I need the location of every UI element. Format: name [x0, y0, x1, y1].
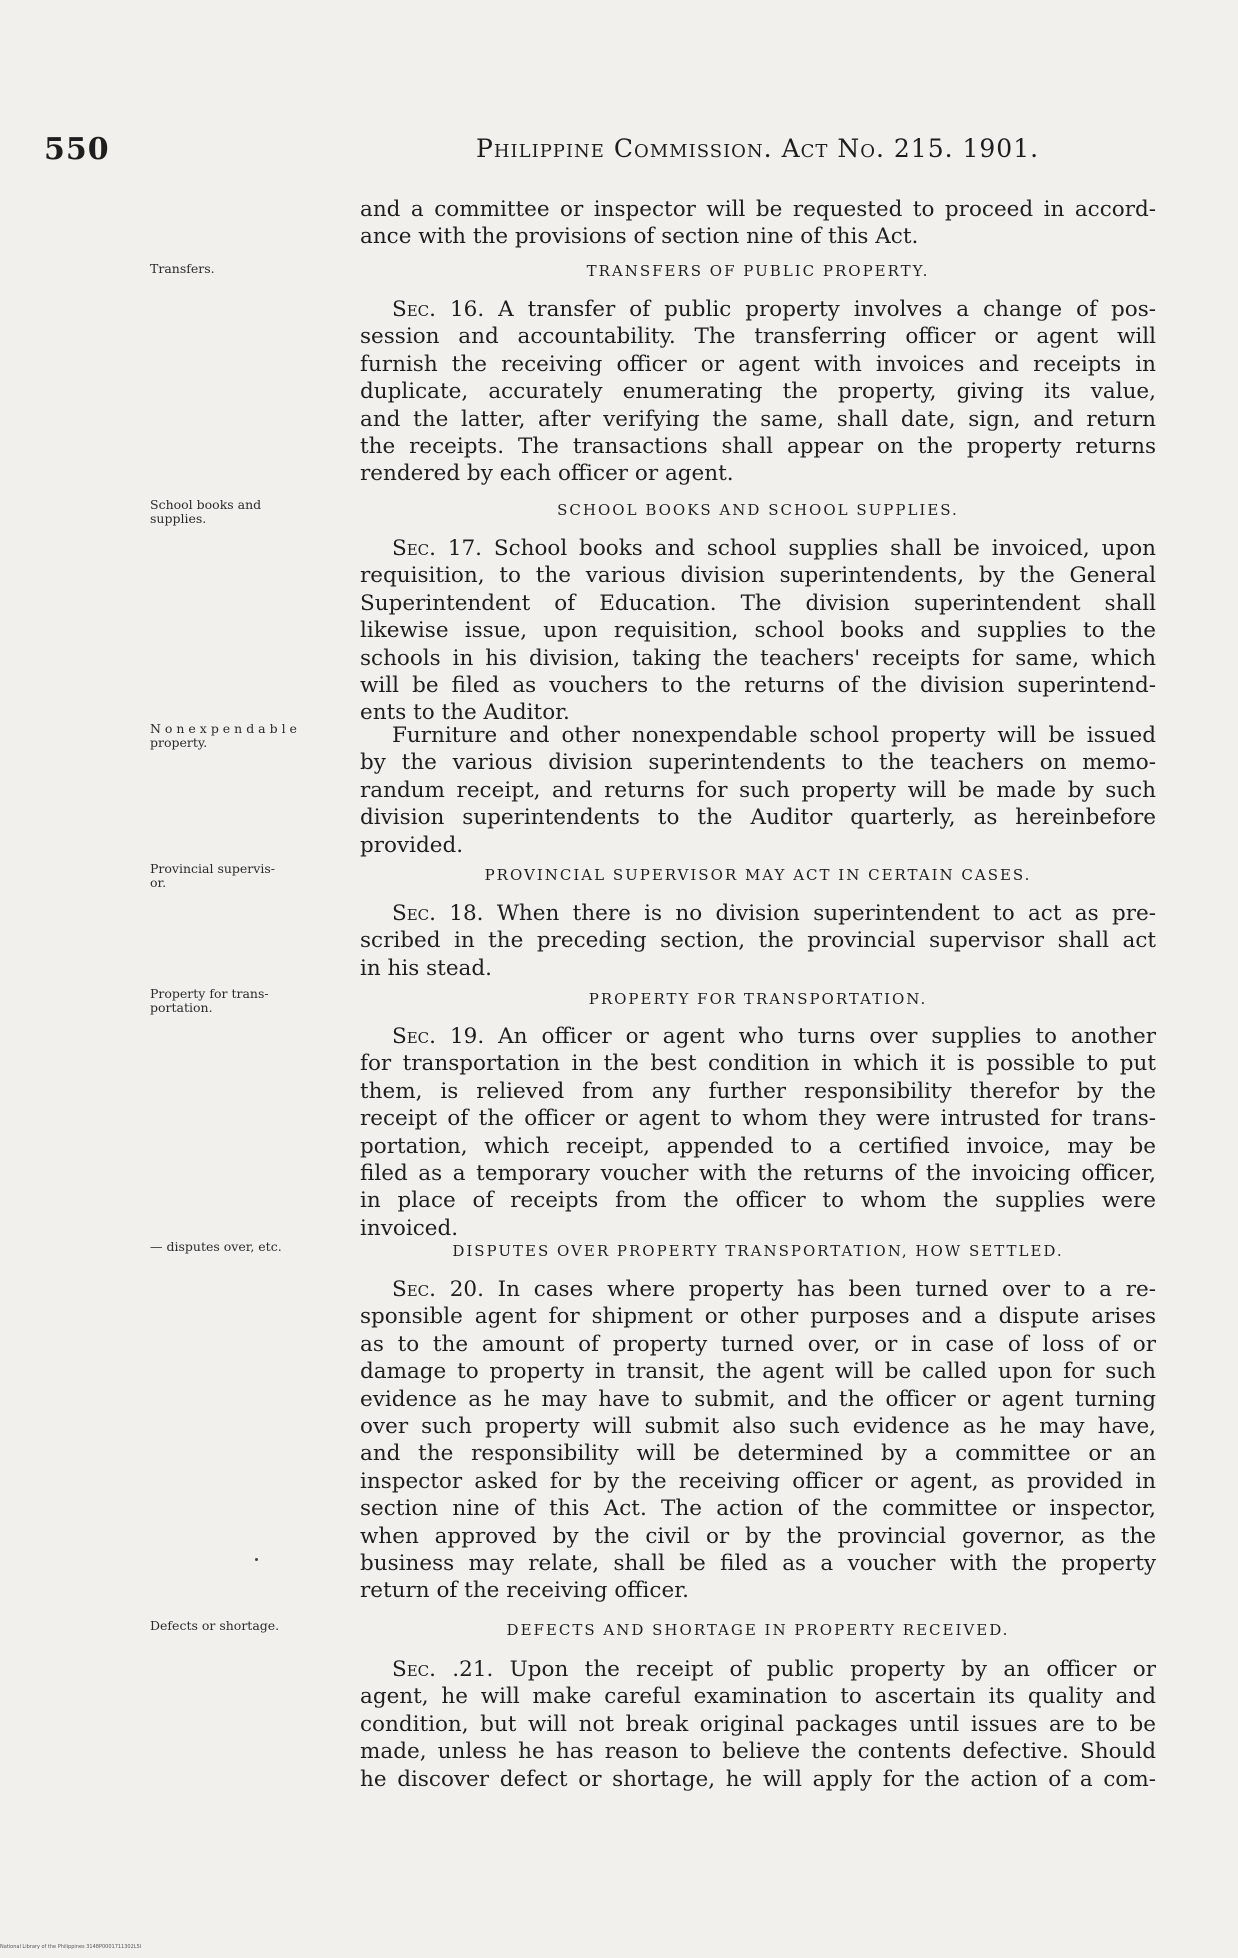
text-line: Sec. 20. In cases where property has been turned over to a re- — [392, 1277, 1156, 1302]
text-line: portation, which receipt, appended to a certified invoice, may be — [360, 1133, 1156, 1159]
text-line: provided. — [360, 832, 464, 858]
text-line: scribed in the preceding section, the provincial supervisor shall act — [360, 928, 1156, 954]
section-label: Sec. .21. — [392, 1657, 494, 1682]
section-21 — [360, 1656, 1156, 1793]
text-line: Sec. 16. A transfer of public property involves a change of pos- — [392, 297, 1156, 322]
text-line: as to the amount of property turned over, or in case of loss of or — [360, 1331, 1156, 1357]
text-line: damage to property in transit, the agent will be called upon for such — [360, 1359, 1156, 1385]
margin-note-provincial: Provincial supervis- or. — [150, 861, 275, 890]
text-line: receipt of the officer or agent to whom they were intrusted for trans- — [360, 1106, 1156, 1132]
text-line: requisition, to the various division superintendents, by the General — [360, 563, 1156, 589]
furniture-paragraph — [360, 722, 1156, 859]
text-line: Furniture and other nonexpendable school property will be issued — [392, 723, 1156, 748]
text-line: he discover defect or shortage, he will apply for the action of a com- — [360, 1766, 1156, 1792]
section-20 — [360, 1276, 1156, 1605]
text-line: condition, but will not break original packages until issues are to be — [360, 1711, 1156, 1737]
text-line: return of the receiving officer. — [360, 1578, 689, 1604]
text-line: likewise issue, upon requisition, school books and supplies to the — [360, 618, 1156, 644]
text-line: when approved by the civil or by the provincial governor, as the — [360, 1523, 1156, 1549]
margin-note-nonexpendable: N o n e x p e n d a b l e property. — [150, 721, 297, 750]
text-line: filed as a temporary voucher with the returns of the invoicing officer, — [360, 1161, 1156, 1187]
text-line: division superintendents to the Auditor quarterly, as hereinbefore — [360, 805, 1156, 831]
section-18 — [360, 900, 1156, 982]
section-label: Sec. 20. — [392, 1277, 484, 1302]
section-label: Sec. 19. — [392, 1024, 485, 1049]
text-line: Sec. 17. School books and school supplies shall be invoiced, upon — [392, 536, 1156, 561]
margin-note-transfers: Transfers. — [150, 261, 215, 276]
text-line: schools in his division, taking the teachers' receipts for same, which — [360, 645, 1156, 671]
scan-speck — [255, 1558, 258, 1561]
text-line: business may relate, shall be filed as a voucher with the property — [360, 1551, 1156, 1577]
section-label: Sec. 18. — [392, 901, 484, 926]
text-line: duplicate, accurately enumerating the property, giving its value, — [360, 379, 1156, 405]
heading-transfers: TRANSFERS OF PUBLIC PROPERTY. — [586, 262, 930, 280]
text-line: Sec. 18. When there is no division superintendent to act as pre- — [392, 901, 1156, 926]
page-number: 550 — [44, 132, 110, 167]
heading-transport: PROPERTY FOR TRANSPORTATION. — [588, 990, 928, 1008]
heading-disputes: DISPUTES OVER PROPERTY TRANSPORTATION, HOW SETTLED. — [452, 1242, 1064, 1260]
text-line: for transportation in the best condition in which it is possible to put — [360, 1051, 1156, 1077]
text-line: inspector asked for by the receiving officer or agent, as provided in — [360, 1468, 1156, 1494]
text-line: Superintendent of Education. The division superintendent shall — [360, 590, 1156, 616]
text-line: randum receipt, and returns for such property will be made by such — [360, 777, 1156, 803]
text-line: by the various division superintendents to the teachers on memo- — [360, 750, 1156, 776]
text-line: sponsible agent for shipment or other purposes and a dispute arises — [360, 1304, 1156, 1330]
text-line: will be filed as vouchers to the returns of the division superintend- — [360, 673, 1156, 699]
text-line: and the latter, after verifying the same, shall date, sign, and return — [360, 406, 1156, 432]
opening-paragraph — [360, 196, 1156, 251]
text-line: evidence as he may have to submit, and the officer or agent turning — [360, 1386, 1156, 1412]
heading-defects: DEFECTS AND SHORTAGE IN PROPERTY RECEIVED. — [506, 1621, 1010, 1639]
section-19 — [360, 1023, 1156, 1242]
text-line: and the responsibility will be determined by a committee or an — [360, 1441, 1156, 1467]
margin-note-property-transport: Property for trans- portation. — [150, 986, 269, 1015]
margin-note-disputes: — disputes over, etc. — [150, 1239, 282, 1254]
text-line: ance with the provisions of section nine of this Act. — [360, 224, 919, 250]
scan-footer-credit: National Library of the Philippines 3148P0001711302L5I — [0, 1944, 142, 1950]
heading-school-books: SCHOOL BOOKS AND SCHOOL SUPPLIES. — [557, 501, 959, 519]
running-head: Philippine Commission. Act No. 215. 1901. — [476, 134, 1040, 163]
heading-provincial: PROVINCIAL SUPERVISOR MAY ACT IN CERTAIN CASES. — [484, 866, 1032, 884]
text-line: and a committee or inspector will be requested to proceed in accord- — [360, 197, 1156, 222]
text-line: Sec. .21. Upon the receipt of public property by an officer or — [392, 1657, 1156, 1682]
section-16 — [360, 296, 1156, 488]
text-line: section nine of this Act. The action of the committee or inspector, — [360, 1496, 1156, 1522]
text-line: invoiced. — [360, 1215, 459, 1241]
text-line: rendered by each officer or agent. — [360, 461, 734, 487]
margin-note-school-books: School books and supplies. — [150, 497, 262, 526]
section-label: Sec. 16. — [392, 297, 485, 322]
text-line: in his stead. — [360, 955, 492, 981]
text-line: furnish the receiving officer or agent with invoices and receipts in — [360, 351, 1156, 377]
section-17 — [360, 535, 1156, 727]
text-line: made, unless he has reason to believe the contents defective. Should — [360, 1739, 1156, 1765]
text-line: the receipts. The transactions shall appear on the property returns — [360, 434, 1156, 460]
text-line: over such property will submit also such evidence as he may have, — [360, 1414, 1156, 1440]
text-line: agent, he will make careful examination to ascertain its quality and — [360, 1684, 1156, 1710]
section-label: Sec. 17. — [392, 536, 483, 561]
text-line: in place of receipts from the officer to whom the supplies were — [360, 1188, 1156, 1214]
text-line: them, is relieved from any further responsibility therefor by the — [360, 1078, 1156, 1104]
text-line: ents to the Auditor. — [360, 700, 570, 726]
text-line: Sec. 19. An officer or agent who turns over supplies to another — [392, 1024, 1156, 1049]
margin-note-defects: Defects or shortage. — [150, 1618, 280, 1633]
text-line: session and accountability. The transferring officer or agent will — [360, 324, 1156, 350]
